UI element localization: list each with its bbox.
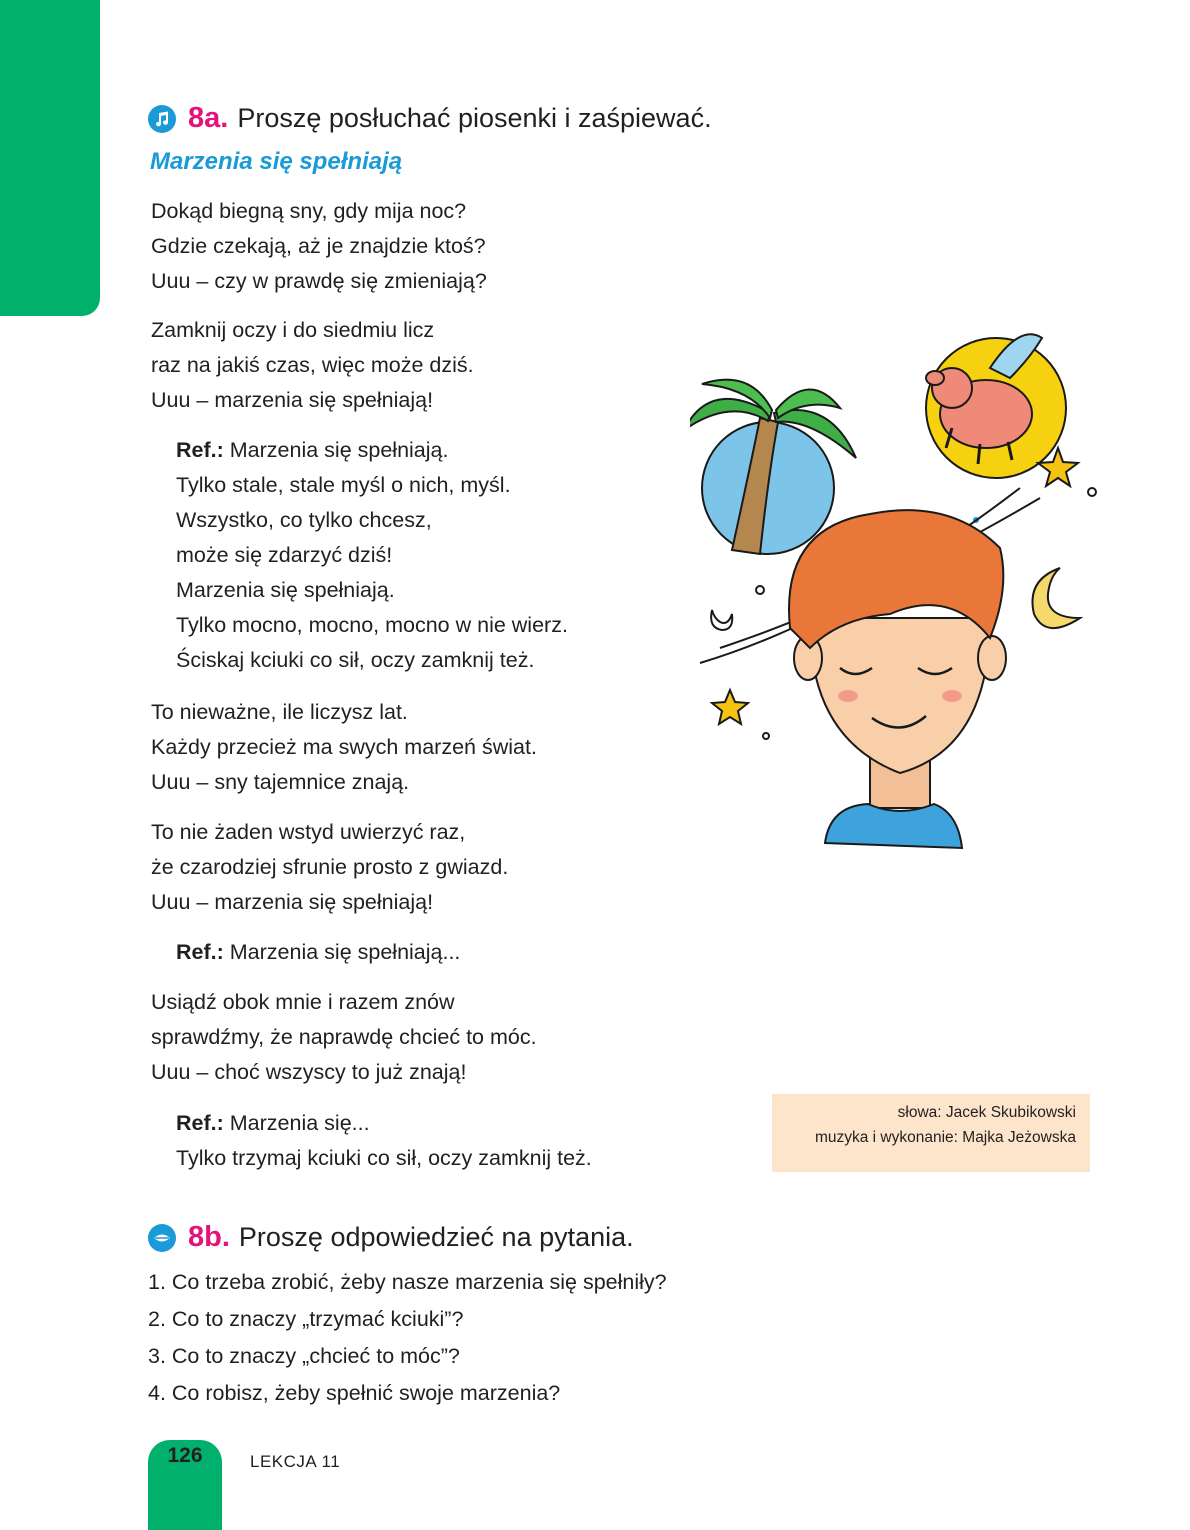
exercise-8b-heading	[148, 1221, 634, 1254]
refrain-label: Ref.:	[176, 940, 224, 964]
refrain-3	[176, 1106, 592, 1176]
song-title: Marzenia się spełniają	[150, 148, 403, 175]
stanza-5	[151, 985, 537, 1090]
lyric-line: Tylko mocno, mocno, mocno w nie wierz.	[176, 613, 568, 637]
lyric-line: Marzenia się spełniają.	[176, 578, 395, 602]
moon-icon	[1032, 568, 1080, 628]
lyric-text: Marzenia się spełniają...	[229, 940, 461, 964]
page-number: 126	[167, 1444, 203, 1467]
exercise-8a-heading	[148, 102, 712, 135]
lyric-line: Uuu – czy w prawdę się zmieniają?	[151, 269, 487, 293]
green-corner-tab	[0, 0, 100, 316]
stanza-3	[151, 695, 537, 800]
lyric-line: To nie żaden wstyd uwierzyć raz,	[151, 820, 466, 844]
exercise-number: 8b.	[188, 1221, 230, 1253]
lyric-line: Uuu – sny tajemnice znają.	[151, 770, 410, 794]
lyric-line: Tylko trzymaj kciuki co sił, oczy zamknij też.	[176, 1146, 592, 1170]
lyric-line: raz na jakiś czas, więc może dziś.	[151, 353, 474, 377]
refrain-line	[176, 1106, 592, 1141]
question-item: 4. Co robisz, żeby spełnić swoje marzenia?	[148, 1381, 561, 1405]
refrain-label: Ref.:	[176, 1111, 224, 1135]
lyric-line: Uuu – marzenia się spełniają!	[151, 890, 434, 914]
lyric-line: że czarodziej sfrunie prosto z gwiazd.	[151, 855, 509, 879]
question-item: 3. Co to znaczy „chcieć to móc”?	[148, 1344, 460, 1368]
lyric-line: sprawdźmy, że naprawdę chcieć to móc.	[151, 1025, 537, 1049]
credits-music: muzyka i wykonanie: Majka Jeżowska	[814, 1129, 1076, 1146]
stanza-1	[151, 194, 487, 299]
dreaming-boy-illustration	[690, 318, 1110, 863]
lyric-line: Wszystko, co tylko chcesz,	[176, 508, 432, 532]
refrain-label: Ref.:	[176, 438, 224, 462]
stanza-2	[151, 313, 474, 418]
lyric-line: Tylko stale, stale myśl o nich, myśl.	[176, 473, 511, 497]
lyric-line: To nieważne, ile liczysz lat.	[151, 700, 408, 724]
lyric-text: Marzenia się spełniają.	[229, 438, 449, 462]
lyric-line: Uuu – choć wszyscy to już znają!	[151, 1060, 467, 1084]
exercise-instruction: Proszę posłuchać piosenki i zaśpiewać.	[237, 103, 712, 133]
lyric-line: Uuu – marzenia się spełniają!	[151, 388, 434, 412]
refrain	[176, 433, 568, 678]
moon-icon	[711, 610, 732, 630]
exercise-number: 8a.	[188, 102, 229, 134]
stanza-4	[151, 815, 508, 920]
question-item: 1. Co trzeba zrobić, żeby nasze marzenia się spełniły?	[148, 1270, 667, 1294]
refrain-line	[176, 935, 460, 970]
lyric-line: Usiądź obok mnie i razem znów	[151, 990, 455, 1014]
exercise-instruction: Proszę odpowiedzieć na pytania.	[238, 1222, 634, 1252]
refrain-2	[176, 935, 460, 970]
song-credits	[772, 1094, 1090, 1172]
lyric-line: Dokąd biegną sny, gdy mija noc?	[151, 199, 467, 223]
star-icon	[712, 690, 748, 724]
speech-lips-icon[interactable]	[148, 1224, 176, 1252]
lyric-line: może się zdarzyć dziś!	[176, 543, 393, 567]
music-note-icon[interactable]	[148, 105, 176, 133]
lyric-line: Gdzie czekają, aż je znajdzie ktoś?	[151, 234, 486, 258]
refrain-first-line	[176, 433, 568, 468]
lesson-label: LEKCJA 11	[250, 1452, 341, 1471]
credits-words: słowa: Jacek Skubikowski	[897, 1104, 1076, 1121]
lyric-text: Marzenia się...	[229, 1111, 370, 1135]
lyric-line: Ściskaj kciuki co sił, oczy zamknij też.	[176, 648, 535, 672]
question-item: 2. Co to znaczy „trzymać kciuki”?	[148, 1307, 464, 1331]
lyric-line: Każdy przecież ma swych marzeń świat.	[151, 735, 537, 759]
flying-pig-icon	[926, 334, 1066, 478]
lyric-line: Zamknij oczy i do siedmiu licz	[151, 318, 435, 342]
questions-list	[148, 1264, 667, 1412]
